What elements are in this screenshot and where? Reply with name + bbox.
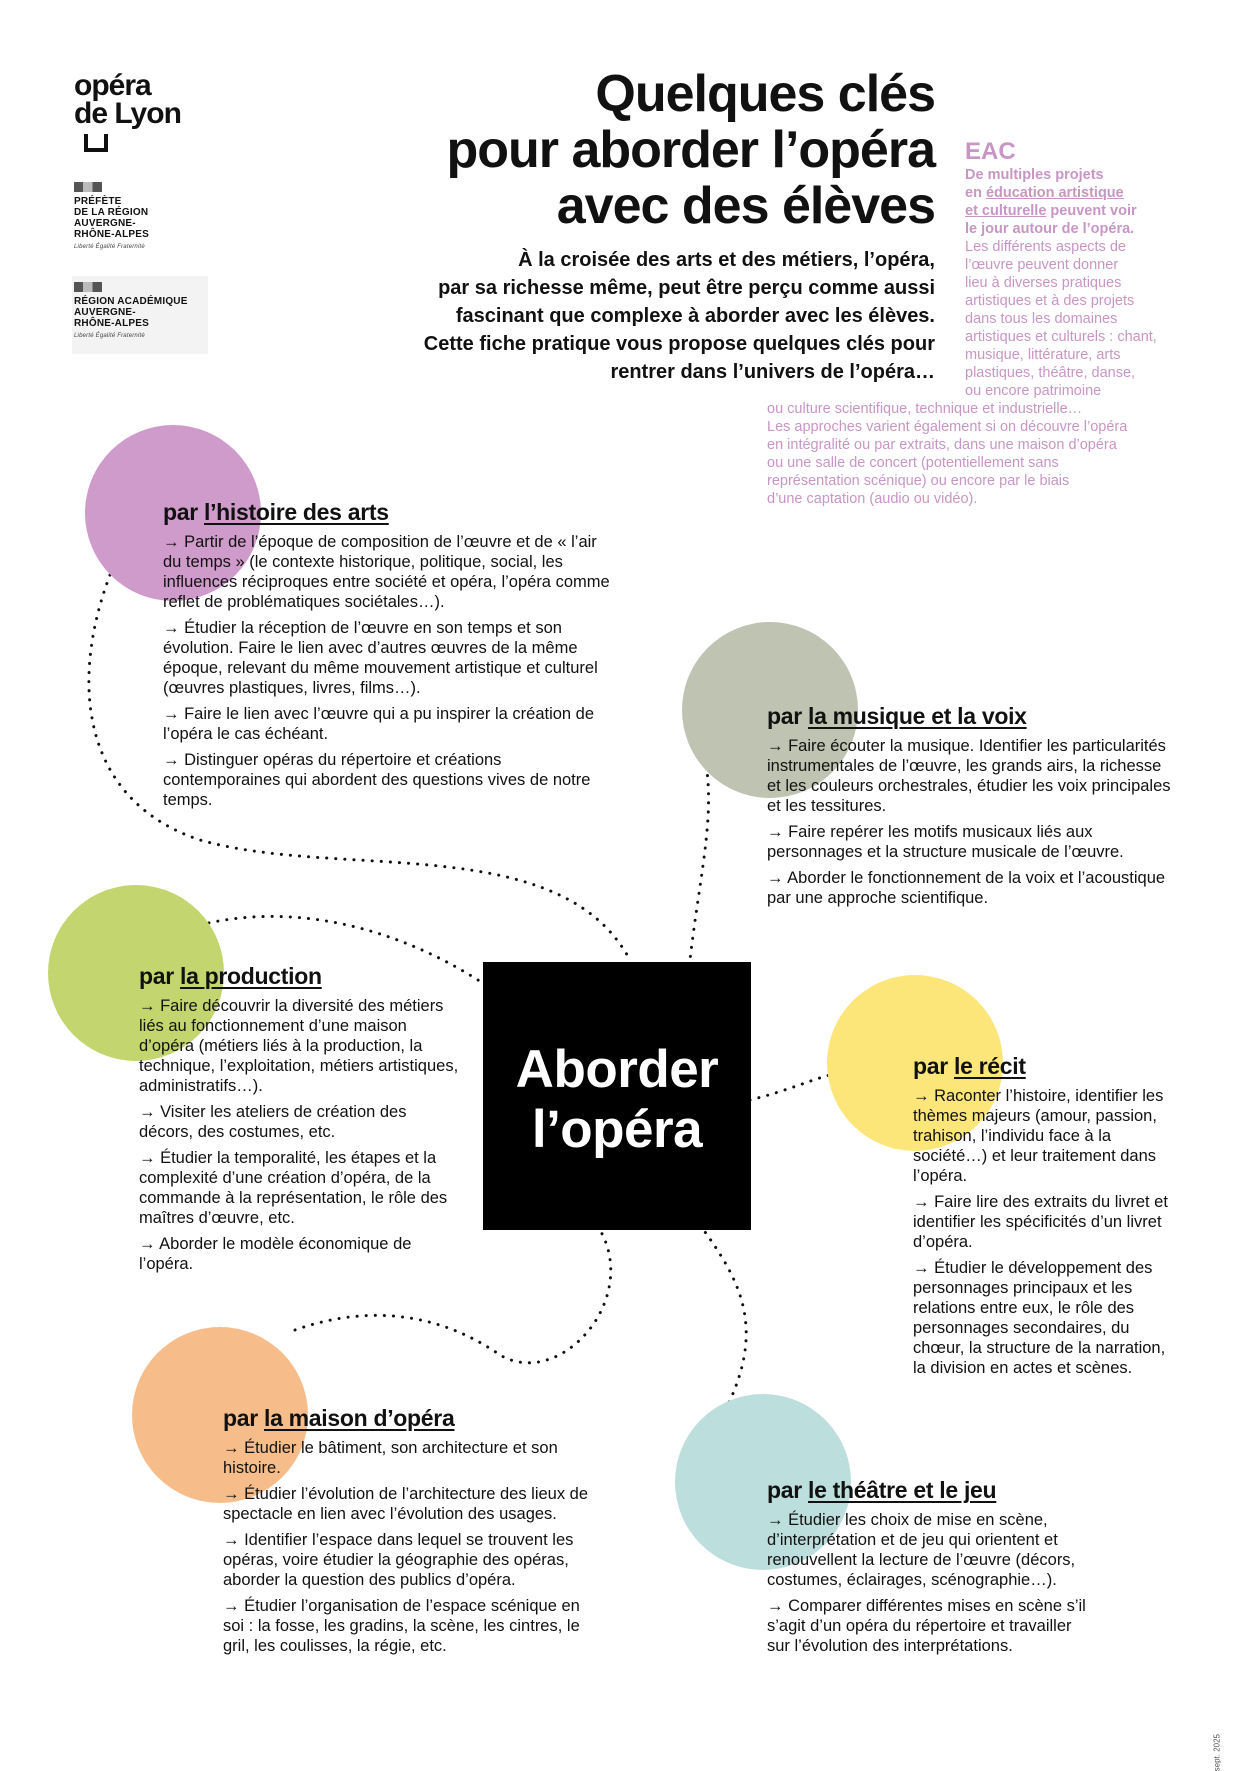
eac-text-wide: ou culture scientifique, technique et industrielle… Les approches varient également si on découvre l’opéra en intégralité ou par extraits, dans une maison d’opéra ou une salle de concert (potentiellement sans représentation scénique) ou encore par le biais d’une captation (audio ou vidéo). [767, 401, 1128, 507]
section-item: → Étudier le bâtiment, son architecture et son histoire. [223, 1439, 558, 1477]
section-item: → Étudier la réception de l’œuvre en son temps et son évolution. Faire le lien avec d’autres œuvres de la même époque, relevant du même mouvement artistique et culturel (œuvres plastiques, livres, films…). [163, 619, 598, 697]
opera-logo-mark-icon [84, 134, 108, 152]
section-item: → Étudier la temporalité, les étapes et la complexité d’une création d’opéra, de la commande à la représentation, le rôle des maîtres d’œuvre, etc. [139, 1149, 448, 1227]
section-item: → Comparer différentes mises en scène s’il s’agit d’un opéra du répertoire et travailler sur l’évolution des interprétations. [767, 1597, 1086, 1655]
section-item: → Aborder le fonctionnement de la voix et l’acoustique par une approche scientifique. [767, 869, 1166, 907]
section-item: → Raconter l’histoire, identifier les thèmes majeurs (amour, passion, trahison, l’individu face à la société…) et leur traitement dans l’opéra. [913, 1087, 1164, 1185]
section-item: → Partir de l’époque de composition de l’œuvre et de « l’air du temps » (le contexte historique, politique, social, les influences réciproques entre société et opéra, l’opéra comme reflet de problématiques sociétales…). [163, 533, 610, 611]
intro-text: À la croisée des arts et des métiers, l’opéra, par sa richesse même, peut être perçu comme aussi fascinant que complexe à aborder avec les élèves. Cette fiche pratique vous propose quelques clés pour rentrer dans l’univers de l’opéra… [423, 249, 935, 383]
connector-musique [690, 740, 709, 960]
section-recit [913, 1052, 1175, 1384]
section-heading: par la production [139, 963, 322, 989]
section-item: → Étudier le développement des personnages principaux et les relations entre eux, le rôle des personnages secondaires, du chœur, la structure de la narration, la division en actes et scènes. [913, 1259, 1166, 1377]
section-maison-opera [223, 1404, 593, 1662]
marianne-flag-icon [74, 282, 102, 292]
connector-recit [750, 1075, 830, 1100]
page-title: Quelques clés pour aborder l’opéra avec des élèves [446, 65, 935, 235]
opera-de-lyon-logo [74, 69, 181, 130]
section-item: → Faire repérer les motifs musicaux liés aux personnages et la structure musicale de l’œuvre. [767, 823, 1124, 861]
section-musique-et-voix [767, 702, 1177, 914]
section-item: → Visiter les ateliers de création des décors, des costumes, etc. [139, 1103, 407, 1141]
section-production [139, 962, 459, 1280]
section-heading: par la maison d’opéra [223, 1405, 455, 1431]
section-item: → Faire écouter la musique. Identifier les particularités instrumentales de l’œuvre, les grands airs, la richesse et les couleurs orchestrales, étudier les voix principales et les tessitures. [767, 737, 1171, 815]
section-item: → Identifier l’espace dans lequel se trouvent les opéras, voire étudier la géographie des opéras, aborder la question des publics d’opéra. [223, 1531, 574, 1589]
logo-line-2: de Lyon [74, 97, 181, 130]
eac-text-narrow: De multiples projets en éducation artistique et culturelle peuvent voir le jour autour de l’opéra. Les différents aspects de l’œuvre peuvent donner lieu à diverses pratiques artistiques et à des projets dans tous les domaines artistiques et culturels : chant, musique, littérature, arts plastiques, théâtre, danse, ou encore patrimoine [965, 167, 1157, 399]
prefecture-logo: PRÉFÈTE DE LA RÉGION AUVERGNE- RHÔNE-ALPES Liberté Égalité Fraternité [74, 182, 149, 251]
section-item: → Distinguer opéras du répertoire et créations contemporaines qui abordent des questions vives de notre temps. [163, 751, 591, 809]
center-title: Aborder l’opéra [515, 1040, 719, 1159]
section-item: → Faire lire des extraits du livret et identifier les spécificités d’un livret d’opéra. [913, 1193, 1168, 1251]
section-heading: par la musique et la voix [767, 703, 1027, 729]
connector-theatre [700, 1225, 746, 1420]
section-item: → Aborder le modèle économique de l’opéra. [139, 1235, 412, 1273]
section-heading: par le récit [913, 1053, 1026, 1079]
section-item: → Étudier les choix de mise en scène, d’interprétation et de jeu qui orientent et renouvellent la lecture de l’œuvre (décors, costumes, éclairages, scénographie…). [767, 1511, 1076, 1589]
section-item: → Faire découvrir la diversité des métiers liés au fonctionnement d’une maison d’opéra (métiers liés à la production, la technique, l’exploitation, métiers artistiques, administratifs…). [139, 997, 459, 1095]
eac-heading: EAC [965, 138, 1016, 165]
section-item: → Étudier l’évolution de l’architecture des lieux de spectacle en lien avec l’évolution des usages. [223, 1485, 589, 1523]
logo-line-1: opéra [74, 69, 151, 102]
section-item: → Faire le lien avec l’œuvre qui a pu inspirer la création de l’opéra le cas échéant. [163, 705, 595, 743]
section-heading: par l’histoire des arts [163, 499, 389, 525]
section-item: → Étudier l’organisation de l’espace scénique en soi : la fosse, les gradins, la scène, les cintres, le gril, les coulisses, la régie, etc. [223, 1597, 580, 1655]
print-date: sept. 2025 [1212, 1734, 1221, 1771]
eac-link: éducation artistique [985, 185, 1124, 201]
section-heading: par le théâtre et le jeu [767, 1477, 997, 1503]
section-theatre-et-jeu [767, 1476, 1097, 1662]
academie-logo: RÉGION ACADÉMIQUE AUVERGNE- RHÔNE-ALPES Liberté Égalité Fraternité [72, 276, 208, 354]
section-histoire-des-arts [163, 498, 613, 816]
marianne-flag-icon [74, 182, 102, 192]
